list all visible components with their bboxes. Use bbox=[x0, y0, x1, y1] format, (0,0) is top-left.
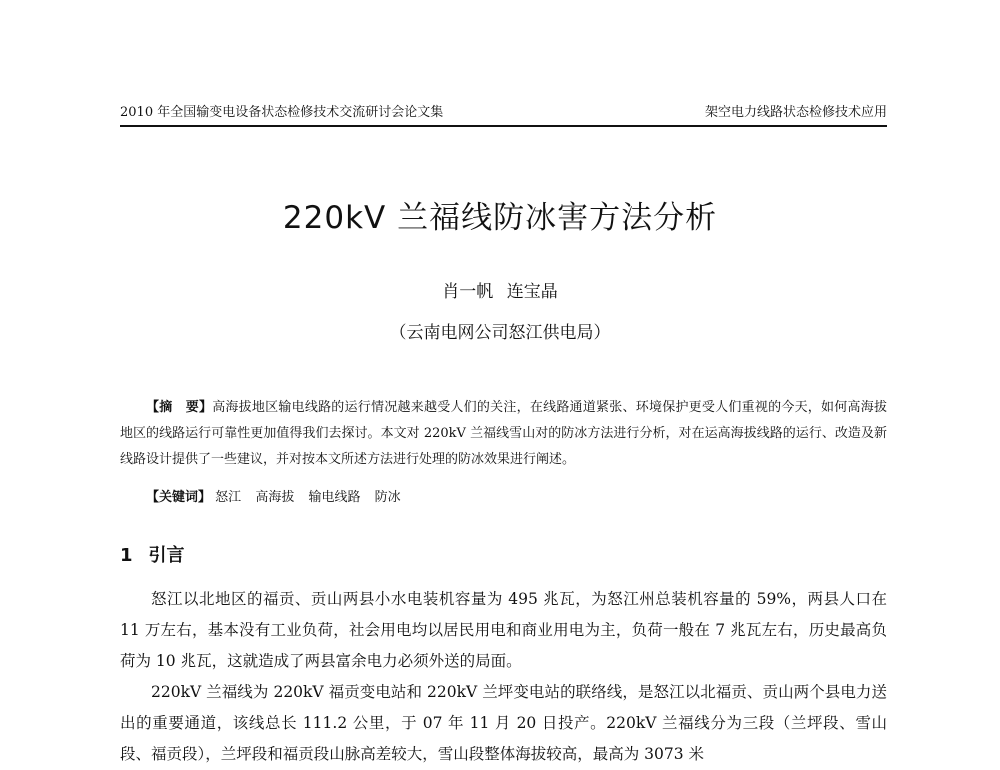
paper-title: 220kV 兰福线防冰害方法分析 bbox=[282, 200, 718, 236]
header-left: 2010 年全国输变电设备状态检修技术交流研讨会论文集 bbox=[120, 105, 444, 120]
section-number: 1 bbox=[120, 545, 133, 566]
section-title: 引言 bbox=[148, 545, 185, 566]
abstract-text: 高海拔地区输电线路的运行情况越来越受人们的关注，在线路通道紧张、环境保护更受人们重视的今天，如何高海拔地区的线路运行可靠性更加值得我们去探讨。本文对 220kV 兰福线雪山对的防冰方法进行分析，对在运高海拔线路的运行、改造及新线路设计提供了一些建议，并对按本文所述方法进行处理的防冰效果进行阐述。 bbox=[120, 400, 887, 467]
keyword: 输电线路 bbox=[308, 490, 361, 505]
abstract bbox=[120, 395, 887, 473]
section-heading bbox=[120, 541, 185, 567]
running-header bbox=[120, 101, 887, 127]
paragraph: 220kV 兰福线为 220kV 福贡变电站和 220kV 兰坪变电站的联络线，是怒江以北福贡、贡山两个县电力送出的重要通道，该线总长 111.2 公里，于 07 年 11 月 20 日投产。220kV 兰福线分为三段（兰坪段、雪山段、福贡段），兰坪段和福贡段山脉高差较大，雪山段整体海拔较高，最高为 3073 米 bbox=[120, 683, 887, 763]
keywords-label: 【关键词】 bbox=[146, 490, 212, 505]
keyword: 怒江 bbox=[215, 490, 242, 505]
abstract-label: 【摘 要】 bbox=[146, 400, 213, 415]
paragraph: 怒江以北地区的福贡、贡山两县小水电装机容量为 495 兆瓦，为怒江州总装机容量的 59%，两县人口在 11 万左右，基本没有工业负荷，社会用电均以居民用电和商业用电为主，负荷一般在 7 兆瓦左右，历史最高负荷为 10 兆瓦，这就造成了两县富余电力必须外送的局面。 bbox=[120, 590, 887, 670]
affiliation: （云南电网公司怒江供电局） bbox=[389, 323, 611, 343]
author: 连宝晶 bbox=[506, 282, 558, 302]
body-text bbox=[120, 584, 887, 770]
author: 肖一帆 bbox=[442, 282, 494, 302]
keyword: 高海拔 bbox=[255, 490, 295, 505]
header-right: 架空电力线路状态检修技术应用 bbox=[704, 105, 887, 120]
keywords bbox=[146, 486, 411, 505]
authors bbox=[0, 277, 1000, 302]
keyword: 防冰 bbox=[374, 490, 401, 505]
